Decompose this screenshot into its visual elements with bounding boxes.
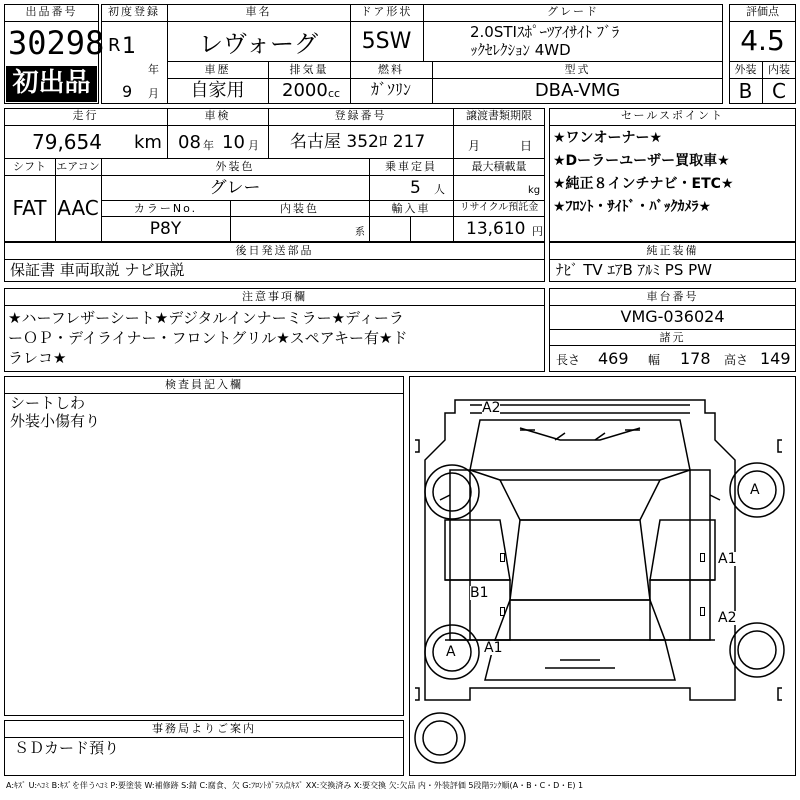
damage-mark: A1 (718, 551, 737, 567)
inspection-month: 10 (222, 132, 245, 153)
grade-header: グレード (547, 5, 599, 18)
interior-score-label: 内装 (768, 63, 790, 76)
mileage-unit: km (134, 132, 162, 153)
history-value: 自家用 (190, 80, 245, 101)
recycle-unit: 円 (532, 225, 543, 238)
first-reg-year: 1 (122, 34, 136, 59)
office-header: 事務局よりご案内 (152, 722, 256, 735)
equipment-value: ﾅﾋﾞ TV ｴｱB ｱﾙﾐ PS PW (556, 261, 712, 279)
chassis-header: 車台番号 (646, 290, 699, 303)
first-reg-year-unit: 年 (148, 63, 159, 76)
exterior-score-label: 外装 (734, 63, 757, 76)
specs-header: 諸元 (659, 331, 686, 344)
height-value: 149 (760, 349, 791, 368)
mileage-value: 79,654 (32, 130, 102, 154)
inspection-year-unit: 年 (203, 139, 214, 152)
parts-header: 後日発送部品 (235, 244, 314, 257)
capacity-header: 乗車定員 (385, 160, 437, 173)
shift-value: FAT (12, 196, 47, 220)
first-reg-era: R (108, 35, 121, 56)
displacement-value: 2000 (282, 80, 328, 101)
notes-line-1: ★ハーフレザーシート★デジタルインナーミラー★ディーラ (8, 309, 404, 327)
history-header: 車歴 (204, 63, 231, 76)
first-listing-label: 初出品 (12, 68, 91, 98)
max-load-header: 最大積載量 (471, 160, 527, 173)
color-no-value: P8Y (149, 219, 182, 239)
damage-mark: A1 (484, 640, 503, 656)
interior-color-header: 内装色 (280, 202, 319, 215)
parts-value: 保証書 車両取説 ナビ取説 (10, 261, 185, 279)
exterior-score: B (738, 79, 753, 103)
selling-points-header: セールスポイント (620, 109, 724, 122)
plate-header: 登録番号 (334, 109, 387, 122)
selling-point-2: ★Dーラーユーザー買取車★ (553, 153, 730, 169)
legend-text: A:ｷｽﾞ U:ﾍｺﾐ B:ｷｽﾞを伴うﾍｺﾐ P:要塗装 W:補修跡 S:錆 C:腐食、欠 G:ﾌﾛﾝﾄｶﾞﾗｽ点ｷｽﾞ XX:交換済み X:要交換 欠:欠品 内・外装評価 5段階ﾗﾝｸ順(A・B・C・D・E) 1 (6, 781, 584, 790)
notes-header: 注意事項欄 (242, 290, 307, 303)
plate-value: 名古屋 352ﾛ 217 (290, 132, 426, 152)
transfer-header: 譲渡書類期限 (466, 109, 532, 122)
equipment-header: 純正装備 (646, 244, 699, 257)
mileage-header: 走行 (72, 109, 99, 122)
grade-line1: 2.0STIｽﾎﾟｰﾂｱｲｻｲﾄ ﾌﾞﾗ (470, 23, 620, 41)
damage-mark: A (750, 482, 760, 498)
recycle-header: リサイクル預託金 (459, 202, 539, 213)
car-name: レヴォーグ (198, 30, 319, 58)
length-value: 469 (598, 349, 629, 368)
color-no-header: カラーNo. (133, 202, 198, 215)
damage-mark: A2 (718, 610, 737, 626)
aircon-value: AAC (57, 196, 99, 220)
chassis-value: VMG-036024 (620, 307, 725, 326)
interior-color-unit: 系 (355, 227, 365, 238)
notes-line-2: ーＯＰ・デイライナー・フロントグリル★スペアキー有★ド (8, 329, 408, 347)
capacity-value: 5 (410, 178, 421, 198)
selling-point-1: ★ワンオーナー★ (553, 130, 663, 146)
shift-header: シフト (13, 160, 46, 173)
interior-score: C (772, 79, 786, 103)
score-value: 4.5 (740, 24, 785, 57)
exterior-color-header: 外装色 (215, 160, 255, 173)
lot-header: 出品番号 (25, 5, 78, 18)
damage-mark: A2 (482, 400, 501, 416)
selling-point-4: ★ﾌﾛﾝﾄ・ｻｲﾄﾞ・ﾊﾞｯｸｶﾒﾗ★ (553, 199, 712, 215)
first-reg-month-unit: 月 (148, 87, 159, 100)
handle-pin (700, 607, 705, 616)
inspector-line-1: シートしわ (10, 394, 86, 412)
inspection-header: 車検 (204, 109, 231, 122)
score-header: 評価点 (746, 5, 779, 18)
lot-number: 30298 (8, 24, 105, 62)
notes-line-3: ラレコ★ (8, 349, 67, 367)
length-label: 長さ (556, 353, 581, 367)
handle-pin (500, 607, 505, 616)
door-value: 5SW (361, 29, 412, 54)
width-value: 178 (680, 349, 711, 368)
fuel-header: 燃料 (378, 63, 404, 76)
damage-mark: B1 (470, 585, 489, 601)
exterior-color-value: グレー (209, 178, 261, 198)
recycle-value: 13,610 (466, 219, 526, 239)
model-header: 型式 (564, 63, 591, 76)
displacement-unit: cc (328, 87, 341, 100)
handle-pin (500, 553, 505, 562)
first-reg-header: 初度登録 (108, 5, 160, 18)
first-reg-month: 9 (122, 82, 133, 101)
model-value: DBA-VMG (534, 80, 621, 101)
inspection-month-unit: 月 (248, 139, 259, 152)
aircon-header: エアコン (56, 160, 100, 173)
displacement-header: 排気量 (289, 63, 329, 76)
max-load-unit: kg (528, 185, 541, 196)
inspector-line-2: 外装小傷有り (10, 412, 101, 430)
capacity-unit: 人 (434, 183, 445, 196)
import-header: 輸入車 (391, 202, 431, 215)
inspector-header: 検査員記入欄 (165, 378, 243, 391)
door-header: ドア形状 (360, 5, 413, 18)
office-value: ＳＤカード預り (14, 739, 120, 757)
height-label: 高さ (724, 353, 749, 367)
fuel-value: ｶﾞｿﾘﾝ (370, 80, 411, 99)
car-name-header: 車名 (245, 5, 272, 18)
transfer-month: 月 (468, 139, 481, 153)
damage-mark: A (446, 644, 456, 660)
handle-pin (700, 553, 705, 562)
selling-point-3: ★純正８インチナビ・ETC★ (553, 176, 734, 192)
width-label: 幅 (648, 353, 661, 367)
grade-line2: ｯｸｾﾚｸｼｮﾝ 4WD (470, 41, 571, 59)
inspection-year: 08 (178, 132, 201, 153)
transfer-day: 日 (520, 139, 533, 153)
